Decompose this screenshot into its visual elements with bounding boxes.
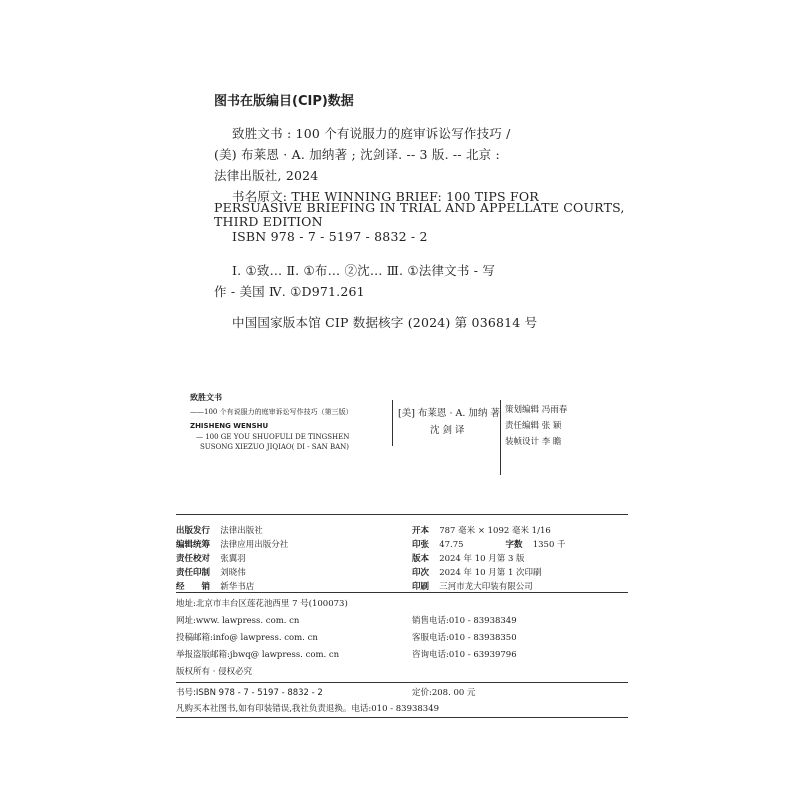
cip-line: 致胜文书 : 100 个有说服力的庭审诉讼写作技巧 / [232,126,511,141]
cip-line: 法律出版社, 2024 [214,168,319,183]
cip-classification: Ⅰ. ①致… Ⅱ. ①布… ②沈… Ⅲ. ①法律文书 - 写 [232,263,496,278]
cip-isbn: ISBN 978 - 7 - 5197 - 8832 - 2 [232,229,428,244]
book-subtitle: ——100 个有说服力的庭审诉讼写作技巧（第三版） [190,408,353,416]
service-phone: 客服电话:010 - 83938350 [412,633,517,643]
cip-classification: 作 - 美国 Ⅳ. ①D971.261 [214,284,365,299]
return-notice: 凡购买本社图书,如有印装错误,我社负责退换。电话:010 - 83938349 [176,704,440,714]
isbn-line: 书号:ISBN 978 - 7 - 5197 - 8832 - 2 [176,688,323,698]
cip-heading: 图书在版编目(CIP)数据 [214,94,354,109]
cip-line: (美) 布莱恩 · A. 加纳著 ; 沈剑译. -- 3 版. -- 北京 : [214,147,500,162]
rule [176,514,628,515]
rule [176,717,628,718]
subtitle-pinyin: SUSONG XIEZUO JIQIAO( DI - SAN BAN) [200,443,350,451]
address: 地址:北京市丰台区莲花池西里 7 号(100073) [176,599,348,609]
staff-line: 责任编辑 张 颖 [505,421,562,431]
copyright-notice: 版权所有 · 侵权必究 [176,667,253,677]
sales-phone: 销售电话:010 - 83938349 [412,616,517,626]
cip-line: PERSUASIVE BRIEFING IN TRIAL AND APPELLATE COURTS, [214,200,625,215]
cip-line: 书名原文: THE WINNING BRIEF: 100 TIPS FOR [232,189,539,204]
author-line: [美] 布莱恩 · A. 加纳 著 [398,408,500,419]
website: 网址:www. lawpress. com. cn [176,616,300,626]
divider [392,400,393,446]
imprint-left: 出版发行 法律出版社 编辑统筹 法律应用出版分社 责任校对 张翼羽 责任印制 刘晓伟 经 销 新华书店 [176,526,289,592]
book-title: 致胜文书 [190,392,222,402]
translator-line: 沈 剑 译 [430,425,465,436]
rule [176,592,628,593]
staff-line: 策划编辑 冯雨春 [505,405,568,415]
subtitle-pinyin: — 100 GE YOU SHUOFULI DE TINGSHEN [196,433,350,441]
title-pinyin: ZHISHENG WENSHU [190,422,269,430]
staff-line: 装帧设计 李 瞻 [505,437,562,447]
price: 定价:208. 00 元 [412,688,476,698]
divider [500,400,501,475]
submission-email: 投稿邮箱:info@ lawpress. com. cn [176,633,318,643]
cip-line: THIRD EDITION [214,214,323,229]
imprint-right: 开本 787 毫米 × 1092 毫米 1/16 印张 47.75 字数 1350 千 版本 2024 年 10 月第 3 版 印次 2024 年 10 月第 1 次印刷 印刷 三河市龙大印装有限公司 [412,526,566,592]
cip-number: 中国国家版本馆 CIP 数据核字 (2024) 第 036814 号 [232,315,538,330]
rule [176,682,628,683]
piracy-email: 举报盗版邮箱:jbwq@ lawpress. com. cn [176,650,340,660]
consult-phone: 咨询电话:010 - 63939796 [412,650,517,660]
